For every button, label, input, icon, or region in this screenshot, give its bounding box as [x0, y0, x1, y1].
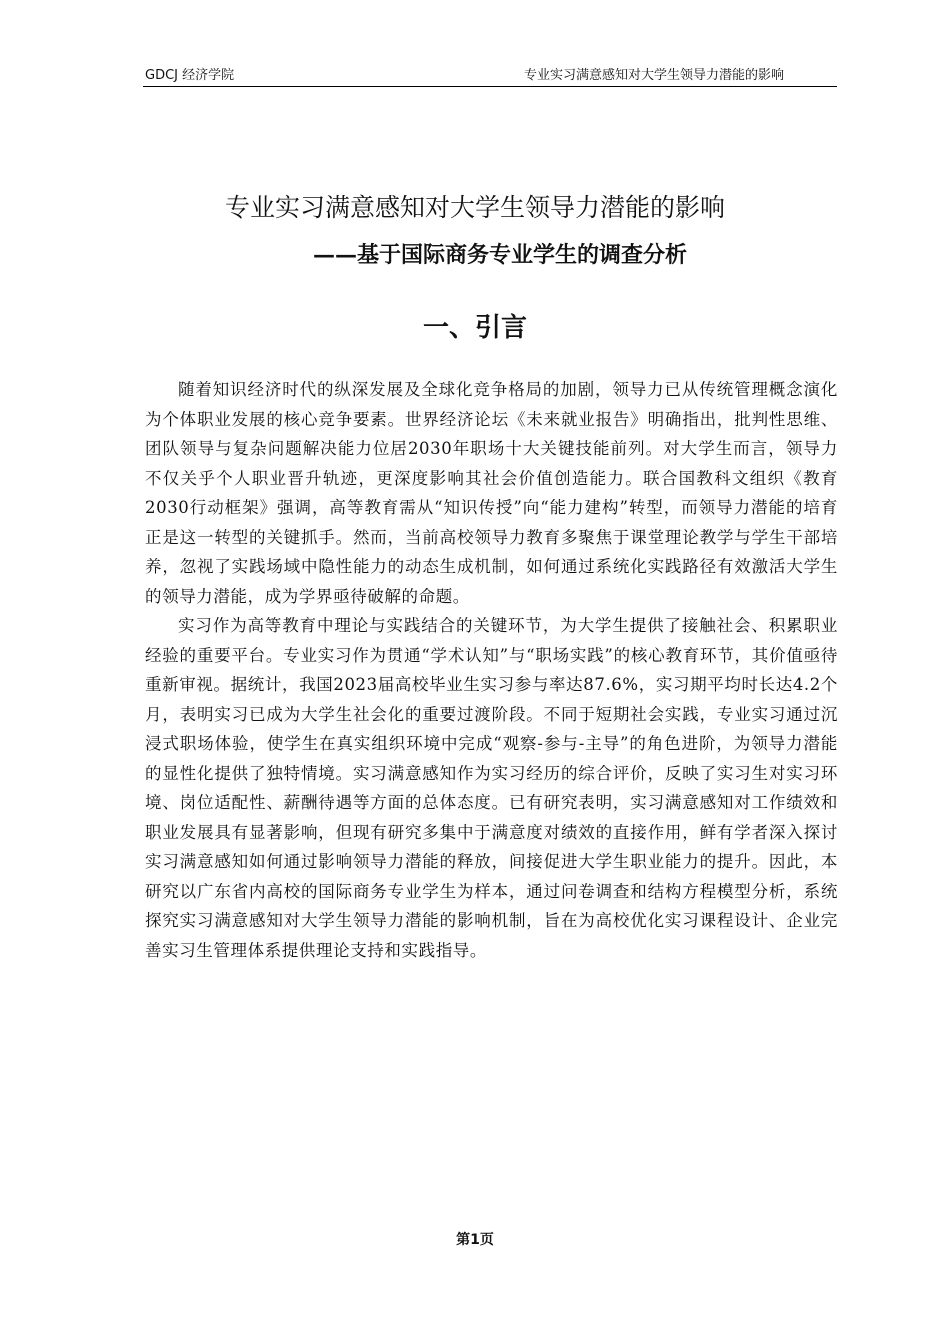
body-text	[145, 375, 838, 965]
paragraph: 随着知识经济时代的纵深发展及全球化竞争格局的加剧，领导力已从传统管理概念演化为个体职业发展的核心竞争要素。世界经济论坛《未来就业报告》明确指出，批判性思维、团队领导与复杂问题解决能力位居2030年职场十大关键技能前列。对大学生而言，领导力不仅关乎个人职业晋升轨迹，更深度影响其社会价值创造能力。联合国教科文组织《教育2030行动框架》强调，高等教育需从“知识传授”向“能力建构”转型，而领导力潜能的培育正是这一转型的关键抓手。然而，当前高校领导力教育多聚焦于课堂理论教学与学生干部培养，忽视了实践场域中隐性能力的动态生成机制，如何通过系统化实践路径有效激活大学生的领导力潜能，成为学界亟待破解的命题。	[145, 380, 838, 606]
document-subtitle: ——基于国际商务专业学生的调查分析	[312, 242, 687, 268]
header-divider	[143, 86, 837, 87]
running-header-left: GDCJ 经济学院	[145, 68, 235, 83]
running-header-right: 专业实习满意感知对大学生领导力潜能的影响	[523, 68, 784, 83]
document-title: 专业实习满意感知对大学生领导力潜能的影响	[224, 193, 725, 222]
section-heading-introduction: 一、引言	[422, 313, 527, 343]
page-number: 第1页	[456, 1232, 494, 1248]
paragraph: 实习作为高等教育中理论与实践结合的关键环节，为大学生提供了接触社会、积累职业经验的重要平台。专业实习作为贯通“学术认知”与“职场实践”的核心教育环节，其价值亟待重新审视。据统计，我国2023届高校毕业生实习参与率达87.6%，实习期平均时长达4.2个月，表明实习已成为大学生社会化的重要过渡阶段。不同于短期社会实践，专业实习通过沉浸式职场体验，使学生在真实组织环境中完成“观察-参与-主导”的角色进阶，为领导力潜能的显性化提供了独特情境。实习满意感知作为实习经历的综合评价，反映了实习生对实习环境、岗位适配性、薪酬待遇等方面的总体态度。已有研究表明，实习满意感知对工作绩效和职业发展具有显著影响，但现有研究多集中于满意度对绩效的直接作用，鲜有学者深入探讨实习满意感知如何通过影响领导力潜能的释放，间接促进大学生职业能力的提升。因此，本研究以广东省内高校的国际商务专业学生为样本，通过问卷调查和结构方程模型分析，系统探究实习满意感知对大学生领导力潜能的影响机制，旨在为高校优化实习课程设计、企业完善实习生管理体系提供理论支持和实践指导。	[145, 616, 838, 960]
